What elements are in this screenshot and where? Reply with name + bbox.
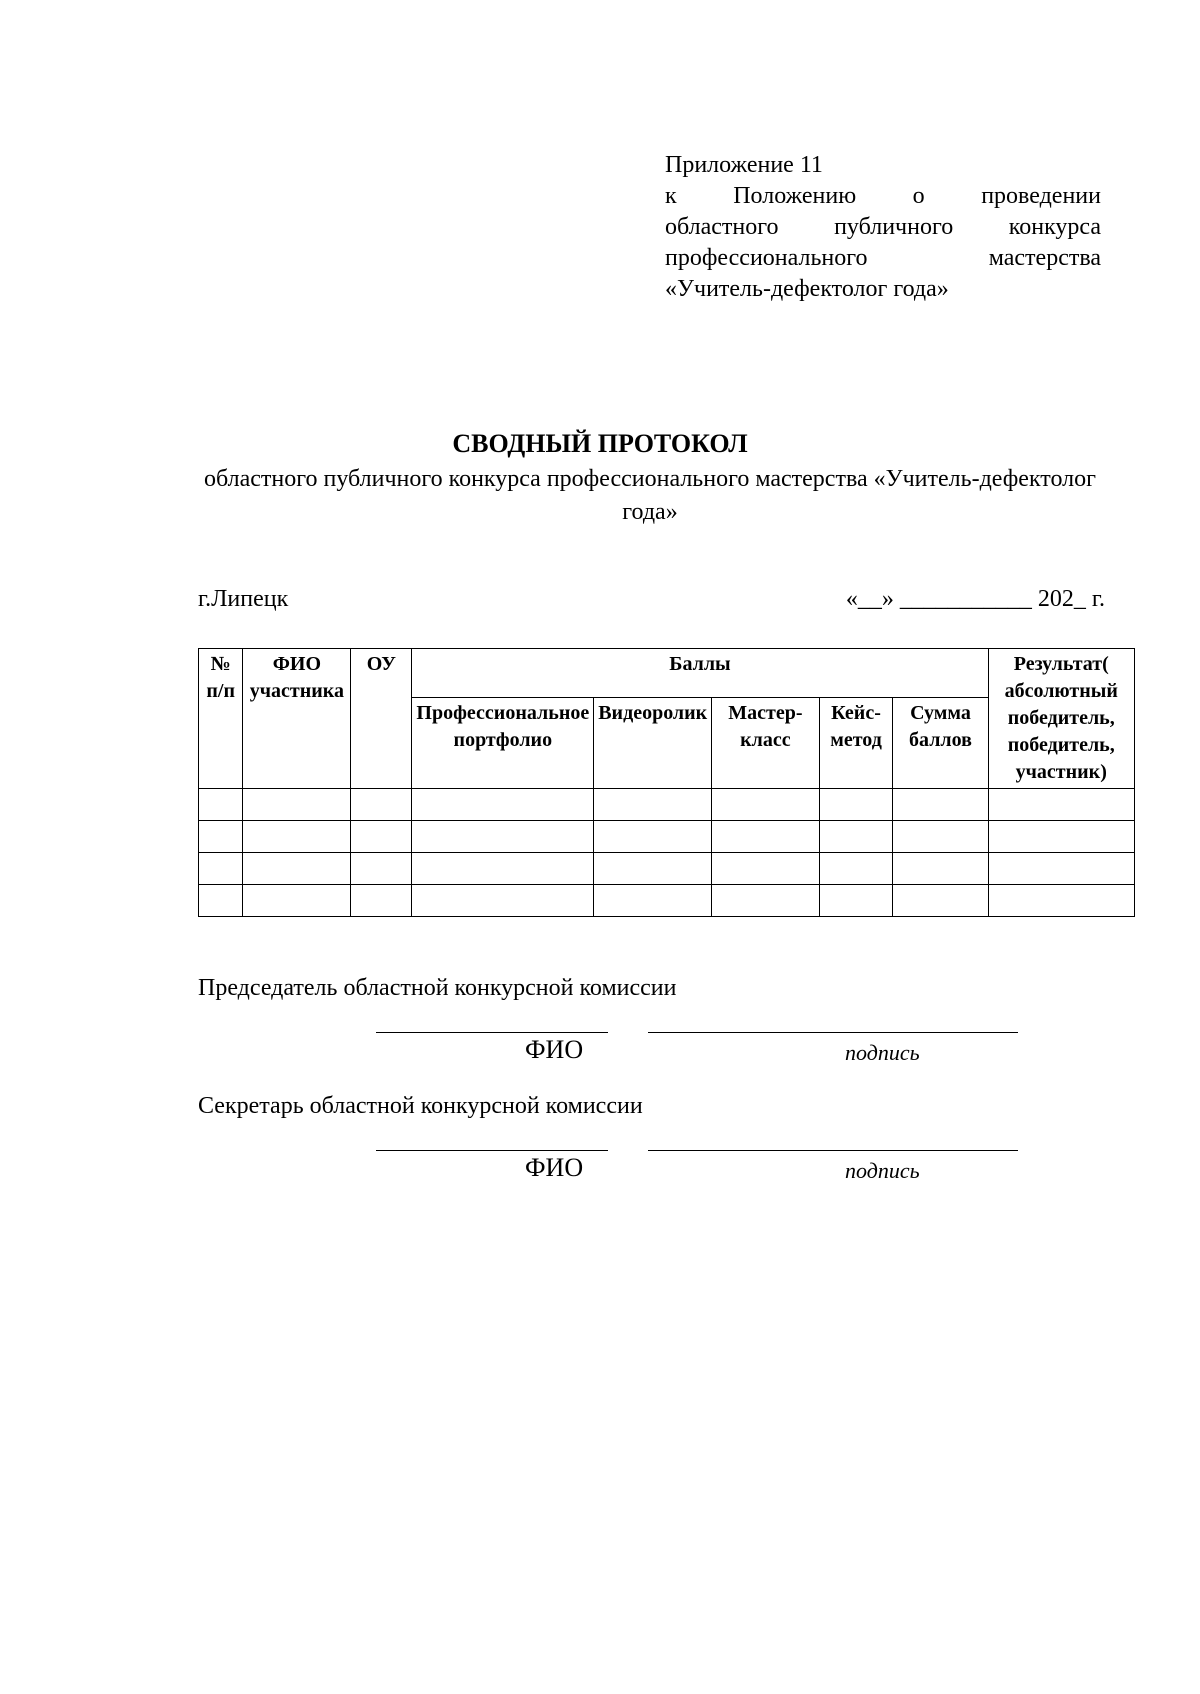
table-cell[interactable] — [243, 789, 351, 821]
table-cell[interactable] — [893, 789, 988, 821]
table-cell[interactable] — [594, 821, 712, 853]
table-row — [199, 789, 1135, 821]
header-row — [199, 649, 1135, 698]
secretary-heading: Секретарь областной конкурсной комиссии — [198, 1093, 643, 1119]
document-subtitle: областного публичного конкурса профессионального мастерства «Учитель-дефектолог года» — [204, 466, 1096, 525]
secretary-signature-label: подпись — [845, 1158, 920, 1183]
table-cell[interactable] — [988, 789, 1134, 821]
appendix-line-5: «Учитель-дефектолог года» — [665, 276, 949, 302]
chairman-signature-line[interactable] — [648, 1032, 1018, 1033]
table-row — [199, 821, 1135, 853]
header-result: Результат( абсолютный победитель, победитель, участник) — [988, 649, 1134, 789]
table-cell[interactable] — [594, 853, 712, 885]
table-cell[interactable] — [893, 885, 988, 917]
table-cell[interactable] — [199, 821, 243, 853]
appendix-word: к — [665, 183, 677, 209]
appendix-word: публичного — [834, 214, 954, 240]
chairman-fio-label: ФИО — [525, 1035, 584, 1064]
appendix-word: мастерства — [988, 245, 1101, 271]
appendix-line-3 — [665, 212, 1101, 243]
table-cell[interactable] — [712, 789, 819, 821]
appendix-word: Положению — [733, 183, 857, 209]
table-cell[interactable] — [988, 821, 1134, 853]
chairman-signature-label: подпись — [845, 1040, 920, 1065]
date-field: «__» ___________ 202_ г. — [845, 586, 1105, 612]
appendix-line-2 — [665, 181, 1101, 212]
document-title: СВОДНЫЙ ПРОТОКОЛ — [452, 429, 748, 458]
appendix-block — [665, 150, 1101, 305]
appendix-word: областного — [665, 214, 779, 240]
table-cell[interactable] — [243, 853, 351, 885]
table-cell[interactable] — [893, 853, 988, 885]
table-cell[interactable] — [819, 853, 893, 885]
table-cell[interactable] — [988, 885, 1134, 917]
table-cell[interactable] — [712, 885, 819, 917]
table-cell[interactable] — [412, 789, 594, 821]
table-cell[interactable] — [712, 821, 819, 853]
appendix-line-4 — [665, 243, 1101, 274]
table-cell[interactable] — [243, 821, 351, 853]
header-portfolio: Профессиональное портфолио — [412, 698, 594, 789]
table-cell[interactable] — [412, 853, 594, 885]
table-cell[interactable] — [594, 885, 712, 917]
table-cell[interactable] — [412, 821, 594, 853]
header-video: Видеоролик — [594, 698, 712, 789]
appendix-word: о — [912, 183, 925, 209]
appendix-word: профессионального — [665, 245, 868, 271]
table-cell[interactable] — [819, 821, 893, 853]
table-cell[interactable] — [199, 885, 243, 917]
table-cell[interactable] — [819, 789, 893, 821]
table-cell[interactable] — [351, 885, 412, 917]
appendix-number: Приложение 11 — [665, 152, 823, 178]
table-cell[interactable] — [199, 789, 243, 821]
table-cell[interactable] — [199, 853, 243, 885]
chairman-heading: Председатель областной конкурсной комиссии — [198, 975, 677, 1001]
table-row — [199, 885, 1135, 917]
protocol-table — [198, 648, 1135, 917]
table-cell[interactable] — [819, 885, 893, 917]
table-cell[interactable] — [412, 885, 594, 917]
chairman-fio-line[interactable] — [376, 1032, 608, 1033]
header-ou: ОУ — [351, 649, 412, 789]
header-case-method: Кейс-метод — [819, 698, 893, 789]
table-cell[interactable] — [351, 789, 412, 821]
table-cell[interactable] — [351, 821, 412, 853]
header-master-class: Мастер-класс — [712, 698, 819, 789]
secretary-fio-label: ФИО — [525, 1153, 584, 1182]
secretary-signature-line[interactable] — [648, 1150, 1018, 1151]
city-label: г.Липецк — [198, 586, 289, 612]
table-cell[interactable] — [243, 885, 351, 917]
table-row — [199, 853, 1135, 885]
table-cell[interactable] — [351, 853, 412, 885]
header-sum: Сумма баллов — [893, 698, 988, 789]
header-fio: ФИО участника — [243, 649, 351, 789]
table-cell[interactable] — [893, 821, 988, 853]
table-cell[interactable] — [712, 853, 819, 885]
header-number: № п/п — [199, 649, 243, 789]
appendix-word: проведении — [981, 183, 1101, 209]
secretary-fio-line[interactable] — [376, 1150, 608, 1151]
appendix-word: конкурса — [1008, 214, 1101, 240]
header-scores: Баллы — [412, 649, 988, 698]
table-cell[interactable] — [594, 789, 712, 821]
table-cell[interactable] — [988, 853, 1134, 885]
